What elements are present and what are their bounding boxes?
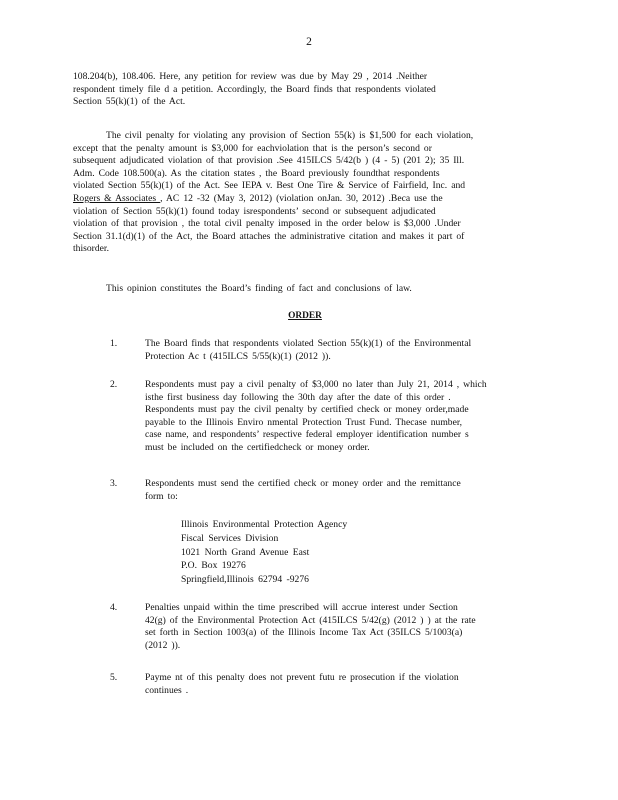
address-line: 1021 North Grand Avenue East xyxy=(181,546,310,558)
citation-tail: , AC 12 -32 (May 3, 2012) (violation onJan. 30, 2012) .Beca use the xyxy=(160,192,443,204)
address-line: Springfield,Illinois 62794 -9276 xyxy=(181,574,309,586)
item-number: 1. xyxy=(110,338,118,349)
text-line: The civil penalty for violating any provision of Section 55(k) is $1,500 for each violation, xyxy=(106,130,474,141)
paragraph-civil-penalty xyxy=(73,130,535,256)
item-text: The Board finds that respondents violated Section 55(k)(1) of the Environmental Protection Ac t (415ILCS 5/55(k)(1) (2012 )). xyxy=(145,338,472,362)
text-line: thisorder. xyxy=(73,243,109,255)
text-line: Section 55(k)(1) of the Act. xyxy=(73,96,186,108)
item-number: 5. xyxy=(110,672,118,683)
item-text: Respondents must pay a civil penalty of $3,000 no later than July 21, 2014 , which isthe first business day following the 30th day after the date of this order . Respondents must pay the civil penalty by certified check or money order,made payable to the Illinois Enviro nmental Protection Trust Fund. Thecase number, case name, and respondents’ respective federal employer identification number s must be included on the certifiedcheck or money order. xyxy=(145,379,487,453)
order-heading: ORDER xyxy=(288,311,322,321)
text-line: violation of that provision , the total civil penalty imposed in the order below is $3,000 .Under xyxy=(73,218,461,230)
paragraph-opinion xyxy=(73,283,535,296)
address-line: Fiscal Services Division xyxy=(181,532,279,544)
paragraph-petition-review xyxy=(73,71,535,109)
address-line: Illinois Environmental Protection Agency xyxy=(181,519,348,530)
item-number: 3. xyxy=(110,478,118,489)
text-line: respondent timely file d a petition. Accordingly, the Board finds that respondents violated xyxy=(73,83,436,95)
text-line: except that the penalty amount is $3,000 for eachviolation that is the person’s second or xyxy=(73,142,432,154)
text-line xyxy=(73,193,535,206)
text-line: violation of Section 55(k)(1) found today isrespondents’ second or subsequent adjudicated xyxy=(73,205,436,217)
item-text: Respondents must send the certified check or money order and the remittance form to: xyxy=(145,478,461,502)
text-line: This opinion constitutes the Board’s finding of fact and conclusions of law. xyxy=(106,283,412,294)
text-line: subsequent adjudicated violation of that provision .See 415ILCS 5/42(b ) (4 - 5) (201 2); 35 Ill. xyxy=(73,155,465,167)
text-line: Section 31.1(d)(1) of the Act, the Board attaches the administrative citation and makes it part of xyxy=(73,230,465,242)
case-citation-link[interactable]: Rogers & Associates xyxy=(73,192,161,204)
item-text: Penalties unpaid within the time prescribed will accrue interest under Section 42(g) of the Environmental Protection Act (415ILCS 5/42(g) (2012 ) ) at the rate set forth in Section 1003(a) of the Illinois Income Tax Act (35ILCS 5/1003(a) (2012 )). xyxy=(145,602,476,651)
remittance-address xyxy=(181,518,347,587)
page-number: 2 xyxy=(306,36,312,48)
item-text: Payme nt of this penalty does not prevent futu re prosecution if the violation continues . xyxy=(145,672,459,696)
text-line: violated Section 55(k)(1) of the Act. See IEPA v. Best One Tire & Service of Fairfield, Inc. and xyxy=(73,180,466,192)
address-line: P.O. Box 19276 xyxy=(181,560,246,572)
item-number: 2. xyxy=(110,379,118,390)
item-number: 4. xyxy=(110,602,118,613)
text-line: 108.204(b), 108.406. Here, any petition for review was due by May 29 , 2014 .Neither xyxy=(73,71,428,82)
text-line: Adm. Code 108.500(a). As the citation states , the Board previously foundthat respondents xyxy=(73,167,440,179)
